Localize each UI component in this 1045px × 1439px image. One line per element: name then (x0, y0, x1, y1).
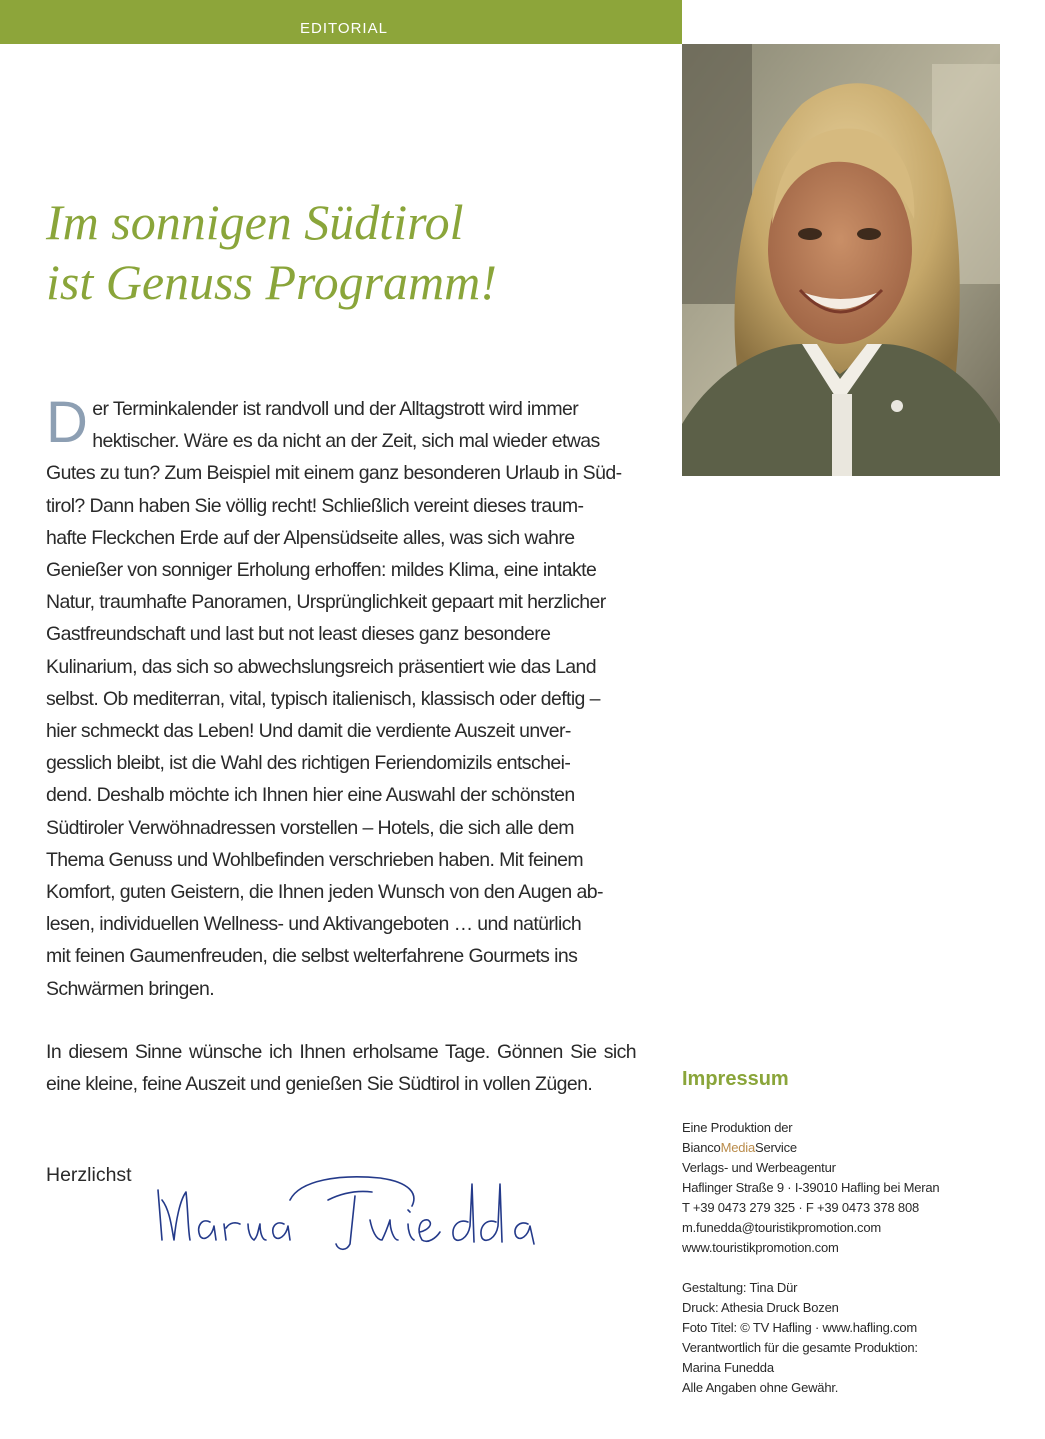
drop-cap: D (46, 390, 88, 455)
body-line: lesen, individuellen Wellness- und Aktivangeboten … und natürlich (46, 913, 582, 936)
impressum-contact (682, 1118, 1022, 1258)
headline-line-1: Im sonnigen Südtirol (46, 194, 464, 250)
headline-line-2: ist Genuss Programm! (46, 254, 497, 310)
body-line: mit feinen Gaumenfreuden, die selbst welterfahrene Gourmets ins (46, 945, 578, 968)
portrait-photo (682, 44, 1000, 476)
phone-fax: T +39 0473 279 325 · F +39 0473 378 808 (682, 1200, 919, 1215)
body-line: Genießer von sonniger Erholung erhoffen: mildes Klima, eine intakte (46, 559, 597, 582)
body-line: Schwärmen bringen. (46, 977, 215, 1000)
address: Haflinger Straße 9 · I-39010 Hafling bei Meran (682, 1180, 940, 1195)
impressum-title: Impressum (682, 1068, 789, 1090)
company-name: BiancoMediaService (682, 1140, 797, 1155)
body-line: Kulinarium, das sich so abwechslungsreich präsentiert wie das Land (46, 655, 597, 678)
credit-line: Marina Funedda (682, 1360, 774, 1375)
body-line: hafte Fleckchen Erde auf der Alpensüdseite alles, was sich wahre (46, 526, 575, 549)
body-line: er Terminkalender ist randvoll und der Alltagstrott wird immer (92, 398, 579, 420)
body-line: Natur, traumhafte Panoramen, Ursprünglichkeit gepaart mit herzlicher (46, 591, 606, 614)
body-line: dend. Deshalb möchte ich Ihnen hier eine Auswahl der schönsten (46, 784, 575, 807)
body-line: hier schmeckt das Leben! Und damit die verdiente Auszeit unver- (46, 720, 571, 743)
body-line: tirol? Dann haben Sie völlig recht! Schließlich vereint dieses traum- (46, 494, 584, 517)
agency-type: Verlags- und Werbeagentur (682, 1160, 836, 1175)
body-line: Thema Genuss und Wohlbefinden verschrieben haben. Mit feinem (46, 848, 584, 871)
closing-paragraph: In diesem Sinne wünsche ich Ihnen erholsame Tage. Gönnen Sie sich eine kleine, feine Auszeit und genießen Sie Südtirol in vollen Zügen. (46, 1041, 636, 1096)
editorial-body (46, 390, 636, 1005)
email-link[interactable]: m.funedda@touristikpromotion.com (682, 1220, 881, 1235)
credit-line: Foto Titel: © TV Hafling · www.hafling.com (682, 1320, 918, 1335)
credit-line: Gestaltung: Tina Dür (682, 1280, 798, 1295)
headline (46, 192, 646, 312)
body-line: hektischer. Wäre es da nicht an der Zeit, sich mal wieder etwas (92, 430, 600, 453)
section-label: EDITORIAL (300, 20, 388, 37)
credit-line: Verantwortlich für die gesamte Produktion: (682, 1340, 918, 1355)
body-line: Gastfreundschaft und last but not least dieses ganz besondere (46, 623, 551, 646)
credit-line: Alle Angaben ohne Gewähr. (682, 1380, 839, 1395)
body-line: selbst. Ob mediterran, vital, typisch italienisch, klassisch oder deftig – (46, 687, 600, 710)
body-line: Gutes zu tun? Zum Beispiel mit einem ganz besonderen Urlaub in Süd- (46, 462, 622, 485)
website-link[interactable]: www.touristikpromotion.com (682, 1240, 839, 1255)
body-line: Komfort, guten Geistern, die Ihnen jeden Wunsch von den Augen ab- (46, 881, 603, 904)
production-intro: Eine Produktion der (682, 1120, 793, 1135)
body-line: gesslich bleibt, ist die Wahl des richtigen Feriendomizils entschei- (46, 752, 571, 775)
regards-text: Herzlichst (46, 1164, 132, 1186)
body-line: Südtiroler Verwöhnadressen vorstellen – Hotels, die sich alle dem (46, 816, 574, 839)
signature-image (150, 1160, 540, 1260)
credit-line: Druck: Athesia Druck Bozen (682, 1300, 839, 1315)
impressum-credits (682, 1278, 1022, 1398)
